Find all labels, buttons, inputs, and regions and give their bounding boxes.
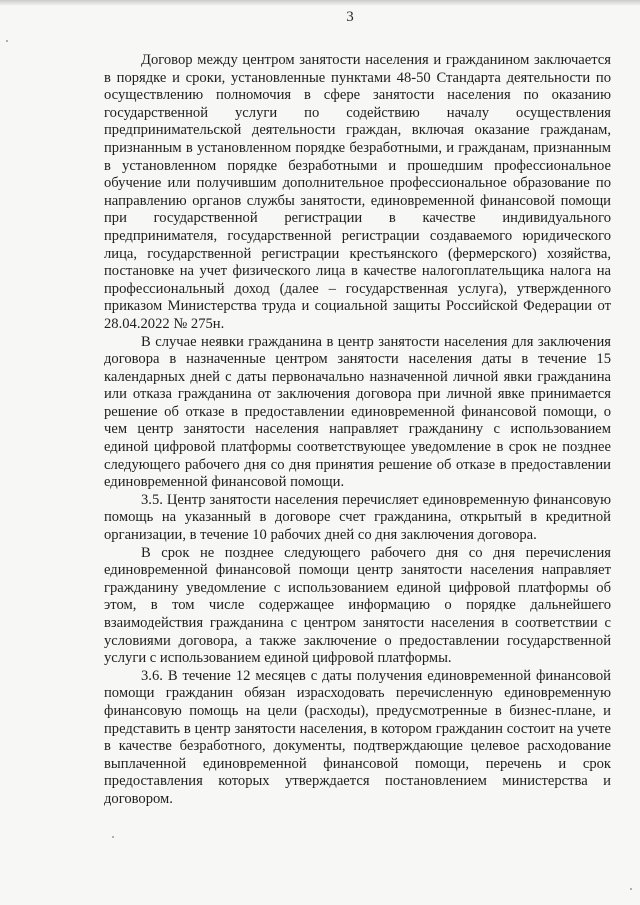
page-number: 3 — [346, 9, 354, 25]
scan-top-edge — [0, 0, 640, 6]
scan-speck — [112, 836, 114, 838]
paragraph-text: Договор между центром занятости населения и гражданином заключается в порядке и сроки, установленные пунктами 48-50 Стандарта деятельности по осуществлению полномочия в сфере занятости населения по оказанию государственной услуги по содействию началу осуществления предпринимательской деятельности граждан, включая оказание гражданам, признанным в установленном порядке безработными, и гражданам, признанным в установленном порядке безработными и прошедшим профессиональное обучение или получившим дополнительное профессиональное образование по направлению органов службы занятости, единовременной финансовой помощи при государственной регистрации в качестве индивидуального предпринимателя, государственной регистрации создаваемого юридического лица, государственной регистрации крестьянского (фермерского) хозяйства, постановке на учет физического лица в качестве налогоплательщика налога на профессиональный доход (далее – государственная услуга), утвержденного приказом Министерства труда и социальной защиты Российской Федерации от 28.04.2022 № 275н. — [104, 52, 611, 332]
paragraph-contract-conclusion — [104, 52, 611, 334]
clause-number: 3.5. — [141, 491, 163, 508]
document-body — [104, 52, 611, 809]
scan-speck — [6, 40, 8, 42]
paragraph-non-appearance — [104, 334, 611, 492]
clause-3-5 — [104, 492, 611, 545]
paragraph-notification — [104, 545, 611, 668]
paragraph-text: В течение 12 месяцев с даты получения единовременной финансовой помощи гражданин обязан израсходовать перечисленную единовременную финансовую помощь на цели (расходы), предусмотренные в бизнес-плане, и представить в центр занятости населения, в котором гражданин состоит на учете в качестве безработного, документы, подтверждающие целевое расходование выплаченной единовременной финансовой помощи, перечень и срок предоставления которых утверждается постановлением министерства и договором. — [104, 667, 611, 807]
scan-speck — [630, 888, 632, 890]
paragraph-text: Центр занятости населения перечисляет единовременную финансовую помощь на указанный в договоре счет гражданина, открытый в кредитной организации, в течение 10 рабочих дней со дня заключения договора. — [104, 491, 611, 544]
clause-number: 3.6. — [141, 667, 163, 684]
paragraph-text: В случае неявки гражданина в центр занятости населения для заключения договора в назначенные центром занятости населения даты в течение 15 календарных дней с даты первоначально назначенной личной явки гражданина или отказа гражданина от заключения договора при личной явке принимается решение об отказе в предоставлении единовременной финансовой помощи, о чем центр занятости населения направляет гражданину с использованием единой цифровой платформы соответствующее уведомление в срок не позднее следующего рабочего дня со дня принятия решение об отказе в предоставлении единовременной финансовой помощи. — [104, 333, 611, 491]
paragraph-text: В срок не позднее следующего рабочего дня со дня перечисления единовременной финансовой помощи центр занятости населения направляет гражданину уведомление с использованием единой цифровой платформы об этом, в том числе содержащее информацию о порядке дальнейшего взаимодействия гражданина с центром занятости населения в соответствии с условиями договора, а также заключение о предоставлении государственной услуги с использованием единой цифровой платформы. — [104, 544, 611, 667]
clause-3-6 — [104, 668, 611, 809]
